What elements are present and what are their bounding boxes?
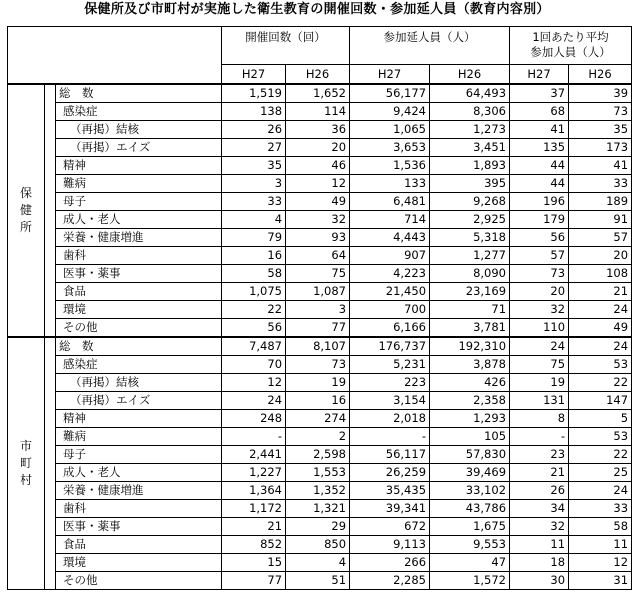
value-cell: - (350, 428, 430, 446)
value-cell: 26 (510, 482, 569, 500)
value-cell: 93 (286, 229, 350, 247)
table-row (8, 374, 632, 392)
row-label: 母子 (56, 446, 222, 464)
value-cell: 58 (222, 265, 286, 283)
value-cell: 266 (350, 554, 430, 572)
value-cell: 27 (222, 139, 286, 157)
year-header: H27 (350, 65, 430, 85)
year-header: H27 (222, 65, 286, 85)
value-cell: 2 (286, 428, 350, 446)
value-cell: 2,598 (286, 446, 350, 464)
row-label: その他 (56, 319, 222, 338)
statistics-table (7, 26, 632, 590)
value-cell: 43,786 (430, 500, 510, 518)
value-cell: 5,318 (430, 229, 510, 247)
value-cell: 56,117 (350, 446, 430, 464)
value-cell: 16 (286, 392, 350, 410)
value-cell: 53 (569, 428, 632, 446)
value-cell: 4,443 (350, 229, 430, 247)
value-cell: 3,653 (350, 139, 430, 157)
value-cell: 20 (510, 283, 569, 301)
value-cell: 11 (569, 536, 632, 554)
value-cell: 1,075 (222, 283, 286, 301)
value-cell: 21,450 (350, 283, 430, 301)
value-cell: 26,259 (350, 464, 430, 482)
value-cell: 57,830 (430, 446, 510, 464)
table-row (8, 157, 632, 175)
row-label: 歯科 (56, 247, 222, 265)
table-row (8, 410, 632, 428)
value-cell: 12 (569, 554, 632, 572)
year-header: H26 (430, 65, 510, 85)
value-cell: 1,553 (286, 464, 350, 482)
row-label: 栄養・健康増進 (56, 482, 222, 500)
value-cell: 41 (569, 157, 632, 175)
value-cell: 11 (510, 536, 569, 554)
value-cell: 248 (222, 410, 286, 428)
value-cell: 37 (510, 84, 569, 103)
row-label: 感染症 (56, 103, 222, 121)
value-cell: 56,177 (350, 84, 430, 103)
row-label: （再掲）エイズ (56, 139, 222, 157)
value-cell: 108 (569, 265, 632, 283)
table-row (8, 319, 632, 338)
table-row (8, 482, 632, 500)
value-cell: 8,306 (430, 103, 510, 121)
table-title: 保健所及び市町村が実施した衛生教育の開催回数・参加延人員（教育内容別） (84, 2, 550, 17)
value-cell: 77 (286, 319, 350, 338)
value-cell: 18 (510, 554, 569, 572)
value-cell: 58 (569, 518, 632, 536)
table-row (8, 301, 632, 319)
value-cell: 32 (510, 518, 569, 536)
value-cell: 4,223 (350, 265, 430, 283)
value-cell: 852 (222, 536, 286, 554)
value-cell: 1,065 (350, 121, 430, 139)
row-label: 難病 (56, 175, 222, 193)
row-label: 母子 (56, 193, 222, 211)
value-cell: 3 (222, 175, 286, 193)
value-cell: 33 (569, 175, 632, 193)
table-row (8, 84, 632, 103)
table-row (8, 428, 632, 446)
table-row (8, 193, 632, 211)
table-row (8, 572, 632, 590)
value-cell: 21 (510, 464, 569, 482)
row-label: 感染症 (56, 356, 222, 374)
value-cell: 3,451 (430, 139, 510, 157)
value-cell: - (510, 428, 569, 446)
table-row (8, 247, 632, 265)
value-cell: 131 (510, 392, 569, 410)
table-row (8, 229, 632, 247)
value-cell: 64 (286, 247, 350, 265)
table-row (8, 356, 632, 374)
value-cell: 24 (569, 337, 632, 356)
table-row (8, 103, 632, 121)
row-label: 環境 (56, 554, 222, 572)
value-cell: 7,487 (222, 337, 286, 356)
value-cell: 274 (286, 410, 350, 428)
value-cell: 700 (350, 301, 430, 319)
value-cell: 9,424 (350, 103, 430, 121)
value-cell: 395 (430, 175, 510, 193)
value-cell: 39 (569, 84, 632, 103)
value-cell: 1,893 (430, 157, 510, 175)
row-label: 栄養・健康増進 (56, 229, 222, 247)
header-heikin (510, 27, 632, 65)
value-cell: 33 (222, 193, 286, 211)
table-row (8, 121, 632, 139)
value-cell: 56 (510, 229, 569, 247)
value-cell: 672 (350, 518, 430, 536)
value-cell: 22 (222, 301, 286, 319)
indent-spacer (45, 84, 56, 337)
value-cell: 1,227 (222, 464, 286, 482)
value-cell: 1,277 (430, 247, 510, 265)
value-cell: 30 (510, 572, 569, 590)
value-cell: 33 (569, 500, 632, 518)
value-cell: 31 (569, 572, 632, 590)
row-label: 総 数 (56, 84, 222, 103)
value-cell: 57 (569, 229, 632, 247)
row-label: 精神 (56, 157, 222, 175)
table-body (8, 84, 632, 590)
value-cell: 79 (222, 229, 286, 247)
value-cell: 2,018 (350, 410, 430, 428)
value-cell: 46 (286, 157, 350, 175)
value-cell: 22 (569, 374, 632, 392)
row-label: 食品 (56, 536, 222, 554)
value-cell: 19 (510, 374, 569, 392)
value-cell: 114 (286, 103, 350, 121)
value-cell: 907 (350, 247, 430, 265)
value-cell: 23,169 (430, 283, 510, 301)
table-row (8, 500, 632, 518)
header-heikin-line2: 参加人員（人） (530, 45, 611, 59)
value-cell: 1,087 (286, 283, 350, 301)
row-label: 医事・薬事 (56, 265, 222, 283)
value-cell: 77 (222, 572, 286, 590)
value-cell: 426 (430, 374, 510, 392)
table-row (8, 464, 632, 482)
value-cell: 2,925 (430, 211, 510, 229)
value-cell: 25 (569, 464, 632, 482)
value-cell: 714 (350, 211, 430, 229)
value-cell: 2,285 (350, 572, 430, 590)
value-cell: 8,090 (430, 265, 510, 283)
value-cell: 44 (510, 157, 569, 175)
value-cell: 21 (569, 283, 632, 301)
value-cell: 1,172 (222, 500, 286, 518)
year-header: H26 (569, 65, 632, 85)
row-label: 成人・老人 (56, 464, 222, 482)
value-cell: 49 (569, 319, 632, 338)
table-row (8, 283, 632, 301)
value-cell: 4 (286, 554, 350, 572)
value-cell: 12 (286, 175, 350, 193)
row-label: 成人・老人 (56, 211, 222, 229)
value-cell: 1,536 (350, 157, 430, 175)
value-cell: 173 (569, 139, 632, 157)
value-cell: 26 (222, 121, 286, 139)
value-cell: 1,652 (286, 84, 350, 103)
value-cell: 179 (510, 211, 569, 229)
value-cell: 196 (510, 193, 569, 211)
value-cell: 9,113 (350, 536, 430, 554)
value-cell: 73 (286, 356, 350, 374)
value-cell: 19 (286, 374, 350, 392)
value-cell: 39,469 (430, 464, 510, 482)
value-cell: 24 (510, 337, 569, 356)
value-cell: 2,358 (430, 392, 510, 410)
table-row (8, 536, 632, 554)
section-label-text: 市 町 村 (19, 439, 32, 487)
value-cell: 2,441 (222, 446, 286, 464)
row-label: 食品 (56, 283, 222, 301)
value-cell: 1,519 (222, 84, 286, 103)
value-cell: 24 (569, 301, 632, 319)
value-cell: 850 (286, 536, 350, 554)
value-cell: 23 (510, 446, 569, 464)
table-row (8, 265, 632, 283)
value-cell: 3,781 (430, 319, 510, 338)
value-cell: 24 (222, 392, 286, 410)
value-cell: 47 (430, 554, 510, 572)
value-cell: 9,268 (430, 193, 510, 211)
value-cell: 24 (569, 482, 632, 500)
section-label (8, 337, 45, 590)
value-cell: 57 (510, 247, 569, 265)
value-cell: 32 (510, 301, 569, 319)
value-cell: 5 (569, 410, 632, 428)
value-cell: - (222, 428, 286, 446)
section-label (8, 84, 45, 337)
table-row (8, 518, 632, 536)
value-cell: 71 (430, 301, 510, 319)
value-cell: 133 (350, 175, 430, 193)
value-cell: 20 (286, 139, 350, 157)
value-cell: 15 (222, 554, 286, 572)
value-cell: 35,435 (350, 482, 430, 500)
table-row (8, 139, 632, 157)
row-label: （再掲）結核 (56, 374, 222, 392)
value-cell: 36 (286, 121, 350, 139)
value-cell: 70 (222, 356, 286, 374)
value-cell: 1,572 (430, 572, 510, 590)
value-cell: 41 (510, 121, 569, 139)
value-cell: 64,493 (430, 84, 510, 103)
value-cell: 73 (510, 265, 569, 283)
value-cell: 4 (222, 211, 286, 229)
value-cell: 1,293 (430, 410, 510, 428)
value-cell: 22 (569, 446, 632, 464)
row-label: 総 数 (56, 337, 222, 356)
value-cell: 1,675 (430, 518, 510, 536)
value-cell: 16 (222, 247, 286, 265)
value-cell: 1,273 (430, 121, 510, 139)
header-heikin-line1: 1回あたり平均 (532, 30, 609, 44)
value-cell: 189 (569, 193, 632, 211)
row-label: 医事・薬事 (56, 518, 222, 536)
value-cell: 1,352 (286, 482, 350, 500)
header-kaisai: 開催回数（回） (222, 27, 350, 65)
value-cell: 53 (569, 356, 632, 374)
indent-spacer (45, 337, 56, 590)
header-sanka: 参加延人員（人） (350, 27, 510, 65)
table-row (8, 446, 632, 464)
value-cell: 110 (510, 319, 569, 338)
value-cell: 135 (510, 139, 569, 157)
value-cell: 75 (510, 356, 569, 374)
value-cell: 6,166 (350, 319, 430, 338)
value-cell: 35 (222, 157, 286, 175)
value-cell: 3 (286, 301, 350, 319)
row-label: （再掲）結核 (56, 121, 222, 139)
value-cell: 51 (286, 572, 350, 590)
value-cell: 35 (569, 121, 632, 139)
value-cell: 34 (510, 500, 569, 518)
row-label: 難病 (56, 428, 222, 446)
value-cell: 21 (222, 518, 286, 536)
value-cell: 8 (510, 410, 569, 428)
value-cell: 56 (222, 319, 286, 338)
value-cell: 147 (569, 392, 632, 410)
table-row (8, 337, 632, 356)
value-cell: 138 (222, 103, 286, 121)
table-row (8, 175, 632, 193)
value-cell: 12 (222, 374, 286, 392)
year-header: H27 (510, 65, 569, 85)
row-label: 環境 (56, 301, 222, 319)
table-row (8, 211, 632, 229)
value-cell: 5,231 (350, 356, 430, 374)
value-cell: 49 (286, 193, 350, 211)
row-label: その他 (56, 572, 222, 590)
value-cell: 8,107 (286, 337, 350, 356)
value-cell: 91 (569, 211, 632, 229)
value-cell: 9,553 (430, 536, 510, 554)
section-label-text: 保 健 所 (19, 186, 32, 234)
value-cell: 68 (510, 103, 569, 121)
value-cell: 73 (569, 103, 632, 121)
row-label: 歯科 (56, 500, 222, 518)
value-cell: 176,737 (350, 337, 430, 356)
value-cell: 1,364 (222, 482, 286, 500)
value-cell: 3,154 (350, 392, 430, 410)
corner-cell (8, 27, 222, 85)
value-cell: 105 (430, 428, 510, 446)
value-cell: 6,481 (350, 193, 430, 211)
value-cell: 29 (286, 518, 350, 536)
value-cell: 192,310 (430, 337, 510, 356)
table-row (8, 392, 632, 410)
value-cell: 1,321 (286, 500, 350, 518)
value-cell: 39,341 (350, 500, 430, 518)
value-cell: 20 (569, 247, 632, 265)
value-cell: 223 (350, 374, 430, 392)
row-label: 精神 (56, 410, 222, 428)
value-cell: 32 (286, 211, 350, 229)
value-cell: 3,878 (430, 356, 510, 374)
value-cell: 75 (286, 265, 350, 283)
value-cell: 33,102 (430, 482, 510, 500)
table-row (8, 554, 632, 572)
year-header: H26 (286, 65, 350, 85)
row-label: （再掲）エイズ (56, 392, 222, 410)
value-cell: 44 (510, 175, 569, 193)
